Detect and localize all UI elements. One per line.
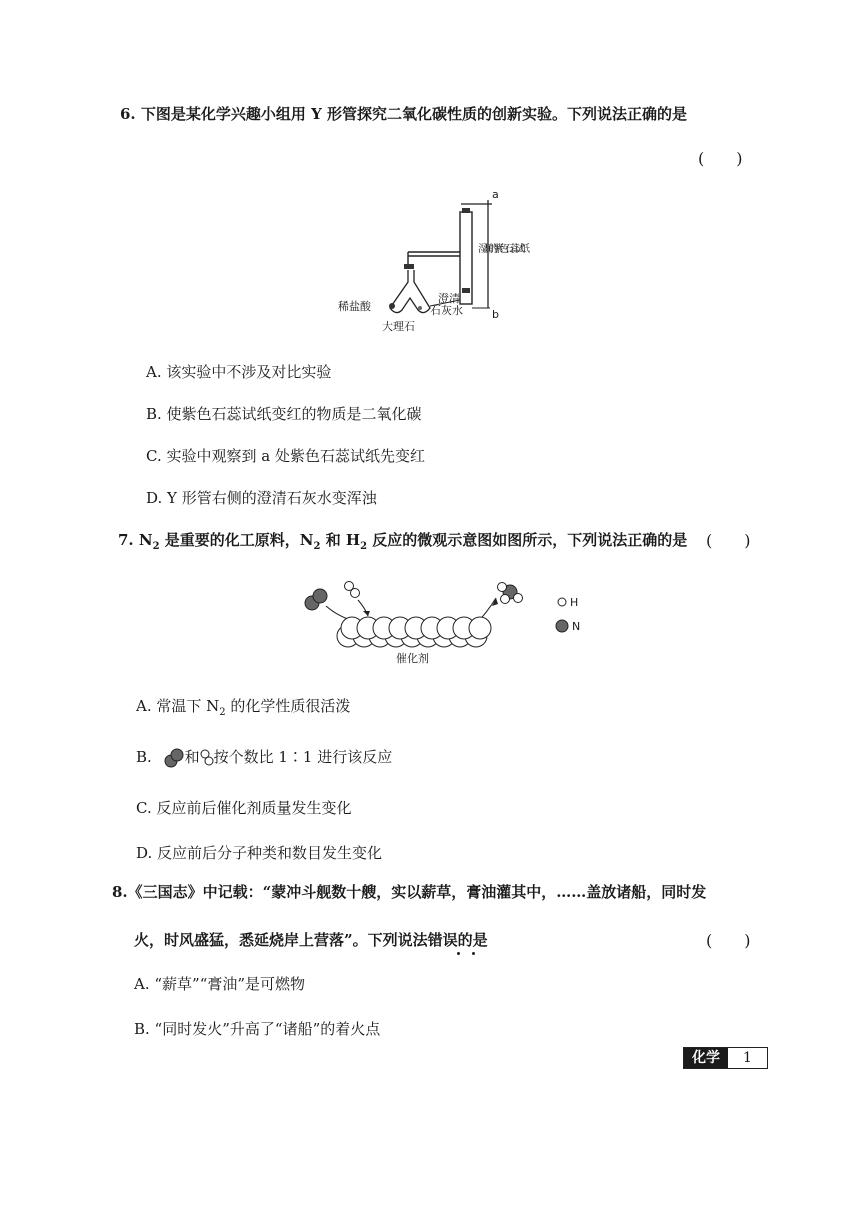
page-footer-badge: [683, 1047, 768, 1069]
q7-stem: 7. $N_2$ 是重要的化工原料，$N_2$ 和 $H_2$ 反应的微观示意图如图所示，下列说法正确的是: [118, 531, 688, 552]
q7-option-c: C. 反应前后催化剂质量发生变化: [136, 799, 352, 817]
q6-label-acid: 稀盐酸: [338, 300, 371, 313]
emphasis-dot: [472, 952, 475, 955]
h2-molecule-icon: [200, 748, 214, 768]
q6-label-a: a: [492, 188, 499, 201]
q6-option-b: B. 使紫色石蕊试纸变红的物质是二氧化碳: [146, 405, 422, 423]
q8-option-a: A. “薪草”“膏油”是可燃物: [134, 975, 306, 993]
emphasis-dot: [457, 952, 460, 955]
q7-label-catalyst: 催化剂: [396, 652, 429, 665]
q7-catalyst-microscopic-figure: [300, 578, 600, 668]
q7-legend-n: N: [572, 620, 581, 633]
q8-option-b: B. “同时发火”升高了“诸船”的着火点: [134, 1020, 381, 1038]
q7-option-d: D. 反应前后分子种类和数目发生变化: [136, 844, 383, 862]
q8-answer-bracket: ( ): [706, 931, 751, 950]
footer-subject: 化学: [684, 1048, 728, 1068]
q6-label-limewater-2: 石灰水: [430, 304, 463, 317]
q6-label-marble: 大理石: [382, 320, 415, 333]
q7-option-b: B. 和 按个数比 1∶1 进行该反应: [136, 748, 393, 766]
q8-stem-line2: 火，时风盛猛，悉延烧岸上营落”。下列说法错误的是: [134, 931, 488, 949]
q7-option-a: A. 常温下 $N_2$ 的化学性质很活泼: [136, 697, 351, 718]
q6-option-a: A. 该实验中不涉及对比实验: [146, 363, 332, 381]
q6-option-c: C. 实验中观察到 a 处紫色石蕊试纸先变红: [146, 447, 425, 465]
q8-stem-line1: 8.《三国志》中记载：“蒙冲斗舰数十艘，实以薪草，膏油灌其中，……盖放诸船，同时发: [112, 883, 707, 901]
n2-molecule-icon: [163, 748, 185, 768]
q7-answer-bracket: ( ): [706, 531, 751, 550]
q6-y-tube-apparatus-figure: [330, 190, 530, 340]
q6-answer-bracket: ( ): [698, 149, 743, 168]
legend-nitrogen-icon: [556, 620, 568, 632]
q6-stem: 6. 下图是某化学兴趣小组用 Y 形管探究二氧化碳性质的创新实验。下列说法正确的是: [120, 105, 688, 123]
footer-page-number: 1: [743, 1050, 752, 1066]
q7-legend-h: H: [570, 596, 579, 609]
q6-label-b: b: [492, 308, 499, 321]
legend-hydrogen-icon: [558, 598, 566, 606]
q6-label-paper: 湿润的紫色石蕊试纸: [478, 244, 530, 255]
q6-option-d: D. Y 形管右侧的澄清石灰水变浑浊: [146, 489, 377, 507]
q6-label-limewater-1: 澄清: [438, 292, 460, 305]
